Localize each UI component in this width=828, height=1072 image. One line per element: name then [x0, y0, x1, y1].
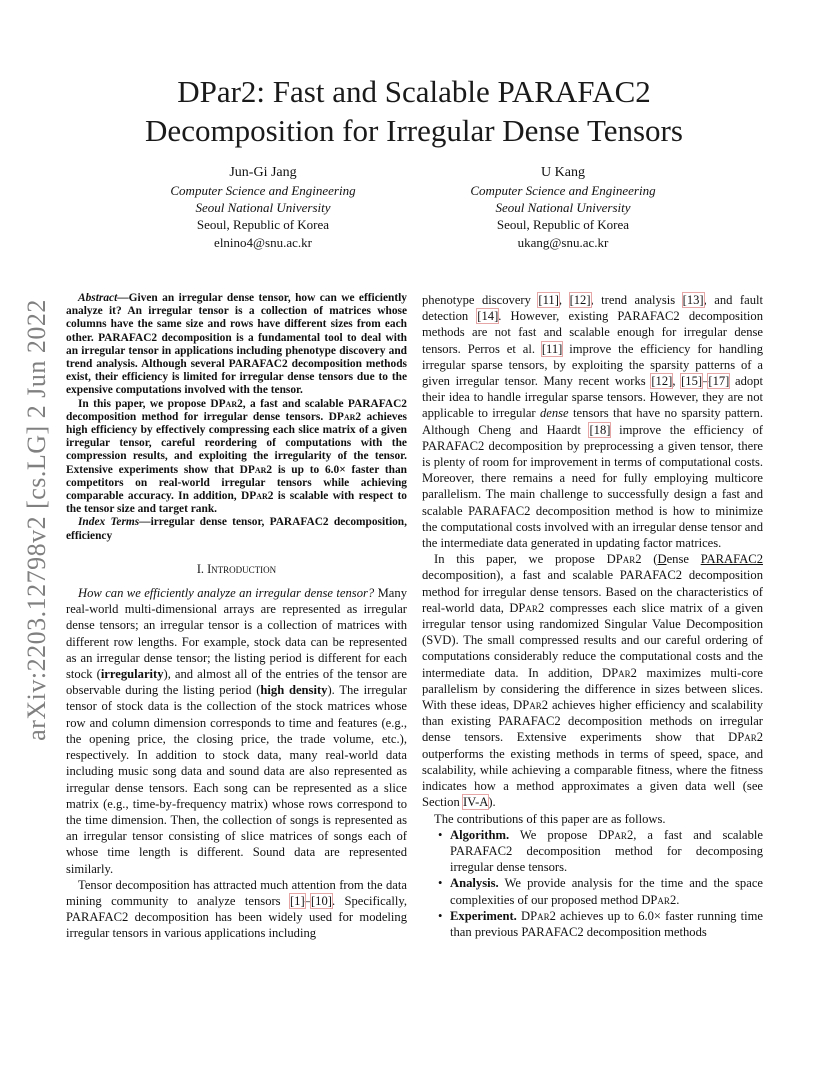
- citation-link[interactable]: [10]: [310, 893, 332, 908]
- author-block-2: [413, 163, 713, 251]
- contributions-intro: The contributions of this paper are as follows.: [434, 811, 666, 826]
- intro-paragraph-1: How can we efficiently analyze an irregular dense tensor? Many real-world multi-dimensional arrays are represented as irregular dense tensors; an irregular tensor is a collection of matrices with different row lengths. For example, stock data can be represented as an irregular dense tensor; the listing period is different for each stock (irregularity), and almost all of the entries of the tensor are observable during the listing period (high density). The irregular tensor of stock data is the collection of the stock matrices whose row and column dimension corresponds to time and features (e.g., the opening price, the closing price, the trade volume, etc.), respectively. In addition to stock data, many real-world data including music song data and sound data are also represented as irregular dense tensors. Each song can be represented as a slice matrix (e.g., time-by-frequency matrix) whose rows correspond to the time dimension. Then, the collection of songs is represented as an irregular tensor consisting of slice matrices of songs each of whose time length is different. Sound data are represented similarly.: [66, 586, 407, 876]
- abstract-paragraph-2: In this paper, we propose DPar2, a fast and scalable PARAFAC2 decomposition method for irregular dense tensors. DPar2 achieves high efficiency by effectively compressing each slice matrix of a given irregular tensor, careful reordering of computations with the compression results, and exploiting the irregularity of the tensor. Extensive experiments show that DPar2 is up to 6.0× faster than competitors on real-world irregular tensors while achieving comparable accuracy. In addition, DPar2 is scalable with respect to the tensor size and target rank.: [66, 397, 407, 516]
- author-dept: Computer Science and Engineering: [470, 183, 656, 198]
- citation-link[interactable]: [12]: [651, 374, 673, 389]
- left-column: [66, 292, 407, 942]
- section-heading: I. Introduction: [196, 561, 277, 576]
- citation-link[interactable]: [14]: [477, 309, 499, 324]
- list-item: • Algorithm. We propose DPar2, a fast and scalable PARAFAC2 decomposition method for decomposing irregular dense tensors.: [450, 827, 763, 876]
- author-univ: Seoul National University: [195, 200, 331, 216]
- citation-link[interactable]: [13]: [682, 293, 704, 307]
- author-univ: Seoul National University: [495, 200, 631, 216]
- index-terms-label: Index Terms: [78, 516, 140, 529]
- author-name: U Kang: [541, 165, 585, 180]
- citation-link[interactable]: [15]: [681, 374, 703, 389]
- title-line-1: DPar2: Fast and Scalable PARAFAC2: [177, 74, 651, 109]
- section-link[interactable]: IV-A: [462, 795, 489, 810]
- intro-paragraph-3: phenotype discovery [11], [12], trend analysis [13], and fault detection [14]. However, existing PARAFAC2 decomposition methods are not fast and scalable enough for irregular dense tensors. Perros et al. [11] improve the efficiency for handling irregular sparse tensors, by exploiting the sparsity patterns of a given irregular tensor. Many recent works [12], [15]–[17] adopt their idea to handle irregular sparse tensors. However, they are not applicable to irregular dense tensors that have no sparsity pattern. Although Cheng and Haardt [18] improve the efficiency of PARAFAC2 decomposition by preprocessing a given tensor, there is plenty of room for improvement in terms of computational costs. Moreover, there remains a need for fully employing multicore parallelism. The main challenge to successfully design a fast and scalable PARAFAC2 decomposition method is how to minimize the computational costs involved with an irregular dense tensor and the intermediate data generated in updating factor matrices.: [422, 293, 764, 551]
- abstract-paragraph-1: Abstract—Given an irregular dense tensor, how can we efficiently analyze it? An irregular tensor is a collection of matrices whose columns have the same size and rows have different sizes from each other. PARAFAC2 decomposition is a fundamental tool to deal with an irregular tensor in applications including phenotype discovery and trend analysis. Although several PARAFAC2 decomposition methods exist, their efficiency is limited for irregular dense tensors due to the expensive computations involved with the tensor.: [66, 292, 407, 397]
- citation-link[interactable]: [1]: [289, 893, 305, 908]
- author-location: Seoul, Republic of Korea: [196, 217, 330, 233]
- intro-paragraph-4: In this paper, we propose DPar2 (Dense PARAFAC2 decomposition), a fast and scalable PARAFAC2 decomposition method for irregular dense tensors. Based on the characteristics of real-world data, DPar2 compresses each slice matrix of a given irregular tensor using randomized Singular Value Decomposition (SVD). The small compressed results and our careful ordering of computations considerably reduce the computational costs and the intermediate data. In addition, DPar2 maximizes multi-core parallelism by considering the difference in sizes between slices. With these ideas, DPar2 achieves higher efficiency and scalability than existing PARAFAC2 decomposition methods on irregular dense tensors. Extensive experiments show that DPar2 outperforms the existing methods in terms of speed, space, and scalability, while achieving a comparable fitness, where the fitness indicates how a method approximates a given data well (see Section IV-A).: [422, 552, 763, 810]
- author-name: Jun-Gi Jang: [229, 165, 297, 180]
- author-email[interactable]: ukang@snu.ac.kr: [517, 234, 609, 250]
- right-column: [422, 292, 763, 940]
- author-dept: Computer Science and Engineering: [170, 183, 356, 198]
- paper-title: [0, 72, 828, 150]
- author-email[interactable]: elnino4@snu.ac.kr: [214, 234, 312, 250]
- citation-link[interactable]: [17]: [708, 374, 730, 389]
- abstract-label: Abstract: [78, 292, 118, 304]
- abstract: [66, 292, 407, 543]
- author-block-1: [113, 163, 413, 251]
- citation-link[interactable]: [12]: [569, 293, 591, 307]
- list-item: • Analysis. We provide analysis for the time and the space complexities of our proposed method DPar2.: [450, 875, 763, 907]
- citation-link[interactable]: [11]: [538, 293, 559, 307]
- arxiv-id: arXiv:2203.12798v2 [cs.LG] 2 Jun 2022: [22, 299, 51, 741]
- citation-link[interactable]: [11]: [541, 341, 563, 356]
- list-item: • Experiment. DPar2 achieves up to 6.0× faster running time than previous PARAFAC2 decomposition methods: [450, 908, 763, 940]
- index-terms: Index Terms—irregular dense tensor, PARAFAC2 decomposition, efficiency: [66, 516, 407, 542]
- citation-link[interactable]: [18]: [589, 422, 611, 437]
- arxiv-stamp: [22, 296, 52, 744]
- contributions-list: [422, 827, 763, 940]
- title-line-2: Decomposition for Irregular Dense Tensors: [145, 113, 683, 148]
- intro-paragraph-2: Tensor decomposition has attracted much attention from the data mining community to analyze tensors [1]–[10]. Specifically, PARAFAC2 decomposition has been widely used for modeling irregular tensors in various applications including: [66, 877, 407, 941]
- author-location: Seoul, Republic of Korea: [496, 217, 630, 233]
